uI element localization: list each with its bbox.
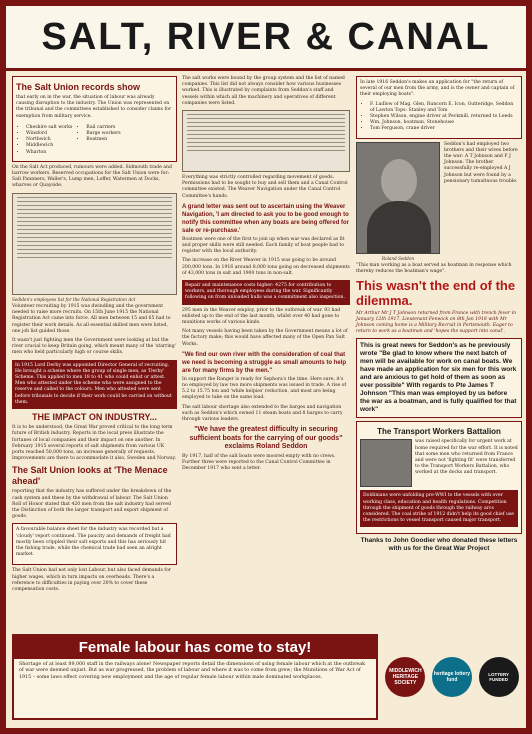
impact-text: It is to be understood, the Great War proved critical to the long term future of British industry. Reports in the local press illustrate the fortunes of local companies and their impact on one another. In February 1915 several reports of salt shipments from various UK ports reached 50,000 tons, an increase generally of requests. Improvements are there to accommodate it also, Sweden and Norway. <box>12 425 177 462</box>
list-item: • Wharton <box>26 150 72 156</box>
johnson-story: Mr Arthur Mr J T Johnson returned from France with trench fever in January 12th 1917. Lieutenant Fenwick on 8th Jan 1918 with Mr Johnson coming home is a Military Recruit in Portsmouth. Eager to return to work as a boatman and 'hopes the support into canal'. <box>356 311 517 335</box>
col2-italic-quote: "We find our own river with the consideration of coal that we need is becoming a struggle as small amounts to help are for many firms by the men." <box>182 351 347 374</box>
heritage-society-logo: MIDDLEWICH HERITAGE SOCIETY <box>385 657 425 697</box>
lottery-funded-logo: LOTTERY FUNDED <box>479 657 519 697</box>
battalion-photo <box>360 439 412 487</box>
list-item: • Tom Ferguson, crane driver <box>370 126 518 132</box>
list-item: • Middlewich <box>26 143 72 149</box>
female-labour-text: Shortage of at least 89,000 staff in the railways alone! Newspaper reports detail the dimensions of using female labour which at the outbreak of war were deemed unjust. But as war progressed, the problem of labour and where it was to come from grew; the Munitions of War Act of 1915 – some laws effect covering new employment and the age of regular female labour within male dominated workplaces. <box>19 662 365 680</box>
repair-costs-box: Repair and maintenance costs higher: 4275 for contribution to workers, and thorough employees during the war. Significantly following on from unloaded hulls was a commitment also inspection. <box>182 280 350 305</box>
female-labour-banner <box>12 634 378 720</box>
application-list <box>360 102 518 133</box>
col2-body-6: Not many vessels having been taken by the Government means a lot of the factory make; this would have affected many of the Open Pan Salt Works. <box>182 329 348 347</box>
col2-highlight: A grand letter was sent out to ascertain using the Weaver Navigation, 'I am directed to ask you to be good enough to notify this committee when any boats are being offered for sale or re-purchase.' <box>182 203 350 234</box>
col2-body-1: The salt works were bound by the group system and the list of named companies. This list did not always consider how various businesses worked. This is illustrated by complaints from Seddon's staff and vessels within which all the machinery and operatives of different companies were listed. <box>182 76 345 106</box>
female-labour-heading: Female labour has come to stay! <box>14 636 376 659</box>
battalion-red-text: Doldinians were unfolding pre-WWI to the vessels with over working class, education and health regulations. Competition through the shipment of goods through the railway arcs considered. The coal strike of 1912 didn't help its good chief use the restrictions to vessel transport caused major transport. <box>360 490 518 527</box>
intro-list-1 <box>16 125 72 156</box>
col2-body-8: The salt labour shortage also extended to the barges and navigation such as Seddon's which owned 11 steam boats and 8 barges to carry through various leaders. <box>182 404 343 423</box>
intro-text: that early on in the war, the situation of labour was already causing disruption to the industry. The Union was represented on the tribunal and the committees established to consider claims for exemption from military service. <box>16 95 172 119</box>
col1-body-1: On the Salt Act produced, rumours were added. Sidmouth trade and barrow workers. Reserved occupations for the Salt Union were for: Salt Pannners, Waller's, Lump men, Loffer, Watermen at Docks, wharves or Quayside. <box>12 164 172 189</box>
heritage-lottery-logo: heritage lottery fund <box>432 657 472 697</box>
registration-caption: Sediden's employees list for the National Registration Act <box>12 296 136 302</box>
portrait-caption: Roland Seddon <box>381 255 415 261</box>
list-item: • Winsford <box>26 131 72 137</box>
col2-body-4: The increase on the River Weaver in 1915 was going to be around 200,000 tons. In 1916 around 8,000 tons going on decreased shipments of 43,000 tons in salt and 1900 tons in non-salt. <box>182 258 350 276</box>
registration-document-image <box>12 193 177 295</box>
battalion-text: was raised specifically for urgent work at home required for the war effort. It is noted that some men who returned from France and were not 'fighting fit' were transferred to the Transport Workers Battalion, who worked at the docks and transport. <box>415 439 518 476</box>
col2-body-7: In support the Ranger is ready for Sephora's the time. Here sure, it's no employed by law two more shipments was issued in trade. A rise of 5.2 to 15.75 ton and 'while kelpies' reduction, and most are being employed to take on the same load. <box>182 376 347 401</box>
intro-box <box>12 76 177 162</box>
list-item: • Boatmen <box>86 137 120 143</box>
menace-quote: A favourable balance sheet for the industry was recorded but a 'cloudy' report continued. The paucity and demands of freight had mostly been crippled their salt exports and this has seriously hit the fishing trade, while the chemical trade had seen an alright market. <box>16 527 171 558</box>
derby-scheme-box: In 1915 Lord Derby was appointed Director General of recruiting. He brought a scheme where the group of single men, as 'Derby' Scheme. This applied to men 18 to 41 who could enlist or attest. Men who attested under the scheme who were assigned to the reserve and called to the colours. Men who attested were sent before tribunals to decide if their work could be carried on without them. <box>12 360 177 409</box>
menace-quote-box <box>12 523 177 565</box>
sponsor-logos <box>382 634 522 720</box>
col2-body-2: Everything was strictly controlled regarding movement of goods. Permissions had to be sought to buy and sell them and a Canal Control committee existed. The Weaver Navigation under the Canal Control Committee's hands. <box>182 175 348 199</box>
column-1 <box>12 76 177 596</box>
menace-heading: The Salt Union looks at 'The Menace ahead' <box>12 465 168 487</box>
column-3 <box>356 76 522 555</box>
dilemma-heading: This wasn't the end of the dilemma. <box>356 278 516 309</box>
application-intro: In late 1916 Seddon's makes an application for "the return of several of our men from the army, and is the owner and captain of their employing boats". <box>360 80 515 98</box>
intro-heading: The Salt Union records show <box>16 82 141 92</box>
col3-body-2: "This man working as a boat served as boatman in response which thereby reduces the boatman's wage". <box>356 263 512 275</box>
battalion-heading: The Transport Workers Battalion <box>377 427 501 437</box>
page-title: SALT, RIVER & CANAL <box>6 6 526 71</box>
col2-body-9: By 1917, half of the salt boats were moored empty with no crews. Further three were reported to the Canal Control Committee in December 1917 who sent a letter. <box>182 453 336 472</box>
letter-document-image <box>182 110 350 172</box>
quote-box <box>356 338 522 418</box>
seddon-red-quote: "We have the greatest difficulty in securing sufficient boats for the carrying of our goods" exclaims Roland Seddon <box>189 426 343 451</box>
list-item: • Rail carriers <box>86 125 120 131</box>
seddon-quote: This is great news for Seddon's as he previously wrote "Be glad to know where the next batch of men will be available for work on canal boats. We have made an application for six men for this work and are anxious to get hold of them as soon as ever possible" With regards to Pte James T Johnson "This man was employed by us before the war as a boatman, and is fully qualified for that work" <box>360 342 517 414</box>
list-item: • Northwich <box>26 137 72 143</box>
list-item: • Barge workers <box>86 131 120 137</box>
list-item: • Stephen Wilson, engine driver at Peckmill, returned to Leeds <box>370 114 518 120</box>
col1-body-3: It wasn't just fighting men the Government were looking at but the river crucial to keep Britain going, which meant many of the 'starring' men who held particularly high or course skills. <box>12 338 176 356</box>
menace-text: reporting that the industry has suffered under the breakdown of the cash system and these by the withdrawal of labour. The Salt Union Roll of Honor stated that 420 men from the salt industry had served the Distinction of both the larger transport and export shipment of goods. <box>12 489 172 520</box>
col3-body-1: Seddon's had employed two brothers and their wives before the war: A T Johnson and F J Johnson. The brother successfully re-employed A J Johnson but were found by a pensionary tumultuous trouble. <box>444 141 518 184</box>
roland-seddon-portrait <box>356 142 440 254</box>
list-item: • F. Ludlow of Mag. Glen, Runcorn E. Icon, Gutteridge, Seddon of Lawton Tops: Stanley and Tom <box>370 102 518 114</box>
thanks-note: Thanks to John Goodier who donated these letters with us for the Great War Project <box>360 537 518 553</box>
col1-body-4: The Salt Union had not only lost Labour, but also faced demands for higher wages, which in turn impacts on overheads. There's a reference to difficulties in paying over 20% to cover these compensation costs. <box>12 568 171 592</box>
intro-list-2 <box>76 125 120 156</box>
col2-body-3: Boatmen were one of the first to join up when war was declared as fit and proper skills were still needed. Each family of boat people had to register with the local authority. <box>182 236 345 255</box>
col2-body-5: 295 men in the Weaver employ, prior to the outbreak of war. 93 had enlisted up to the end of the last month, whilst over 40 had gone to munitions works of various kinds. <box>182 307 341 326</box>
list-item: • Wm. Johnson, boatman, Stonehouse <box>370 120 518 126</box>
impact-heading: THE IMPACT ON INDUSTRY... <box>31 412 157 423</box>
col1-body-2: Volunteer recruiting by 1915 was dwindling and the government needed to raise more recruits. On 15th June 1915 the National Registration Act came into force. All men between 15 and 65 had to register their work details. As all essential skilled men were listed, one job list guided those. <box>12 304 171 334</box>
application-box <box>356 76 522 139</box>
column-2 <box>182 76 350 475</box>
list-item: • Cheshire salt works <box>26 125 72 131</box>
battalion-box <box>356 421 522 534</box>
